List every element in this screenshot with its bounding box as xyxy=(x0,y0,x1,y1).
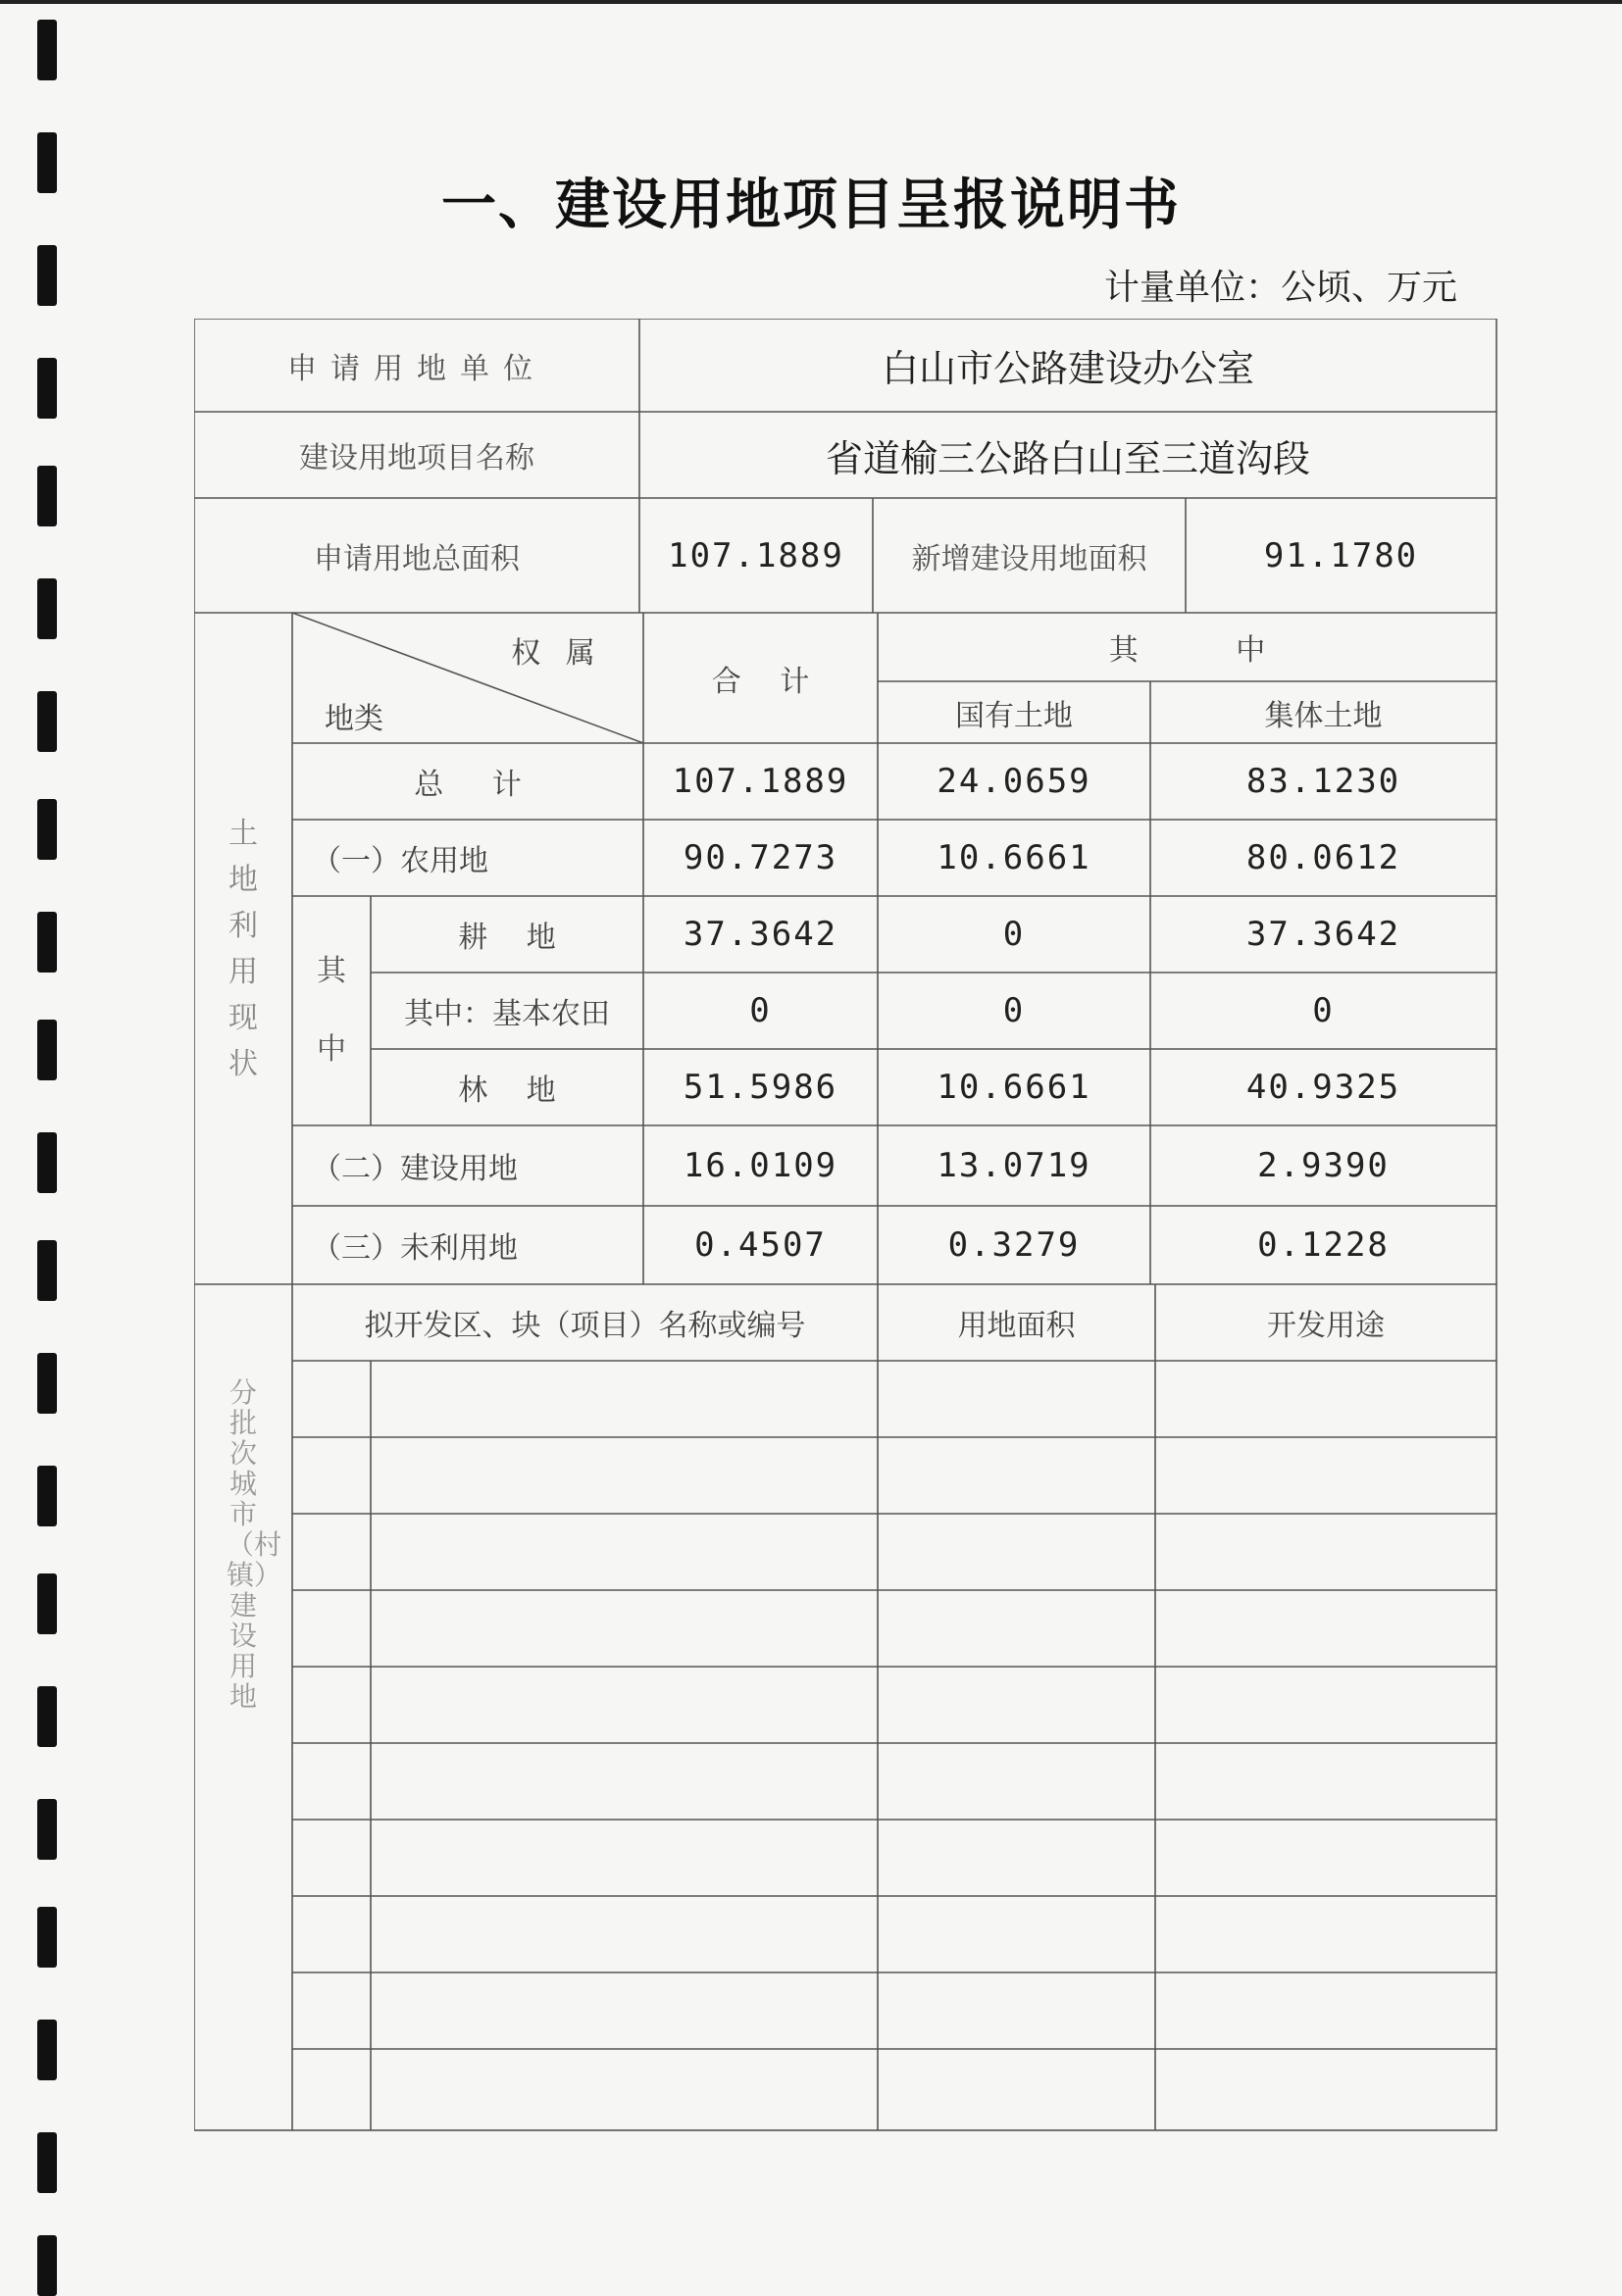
col-total-header: 合 计 xyxy=(711,664,810,699)
applicant-value: 白山市公路建设办公室 xyxy=(881,347,1254,390)
binding-hole xyxy=(37,1907,57,1968)
row-unused-label: （三）未利用地 xyxy=(312,1231,518,1266)
batch-col-use-header: 开发用途 xyxy=(1267,1309,1385,1343)
row-basic-farmland-collective: 0 xyxy=(1312,991,1335,1030)
binding-hole xyxy=(37,799,57,860)
row-total-state: 24.0659 xyxy=(937,762,1091,801)
binding-hole xyxy=(37,1799,57,1860)
binding-hole xyxy=(37,20,57,80)
sub-group-label: 其中 xyxy=(317,954,346,1067)
binding-hole xyxy=(37,2235,57,2296)
new-area-label: 新增建设用地面积 xyxy=(911,541,1147,576)
new-area-value: 91.1780 xyxy=(1263,535,1419,575)
row-basic-farmland-total: 0 xyxy=(749,991,772,1030)
binding-hole xyxy=(37,691,57,752)
batch-section-label: 分批次城市（村镇）建设用地 xyxy=(227,1376,282,1713)
measurement-unit: 计量单位：公顷、万元 xyxy=(1103,268,1457,308)
row-construction-label: （二）建设用地 xyxy=(312,1152,518,1186)
binding-hole xyxy=(37,2132,57,2193)
row-forest-total: 51.5986 xyxy=(683,1068,838,1107)
row-agri-label: （一）农用地 xyxy=(312,844,488,878)
row-total-collective: 83.1230 xyxy=(1245,762,1401,801)
sub-group xyxy=(292,896,371,1125)
binding-hole xyxy=(37,1020,57,1080)
project-name-value: 省道榆三公路白山至三道沟段 xyxy=(825,436,1310,480)
row-total-label: 总 计 xyxy=(414,768,522,802)
row-cultivated-total: 37.3642 xyxy=(683,915,838,954)
row-unused-collective: 0.1228 xyxy=(1257,1225,1390,1265)
row-cultivated-collective: 37.3642 xyxy=(1245,915,1401,954)
row-unused-state: 0.3279 xyxy=(947,1225,1081,1265)
binding-hole xyxy=(37,1132,57,1193)
row-total-total: 107.1889 xyxy=(672,762,849,801)
binding-hole xyxy=(37,578,57,639)
row-basic-farmland-state: 0 xyxy=(1002,991,1026,1030)
binding-holes xyxy=(37,0,61,2292)
project-name-label: 建设用地项目名称 xyxy=(299,441,534,475)
applicant-label: 申请用地单位 xyxy=(287,351,546,386)
row-unused-total: 0.4507 xyxy=(694,1225,827,1265)
total-area-value: 107.1889 xyxy=(668,535,844,575)
land-use-section-label: 土地利用现状 xyxy=(228,816,258,1081)
batch-col-area-header: 用地面积 xyxy=(957,1309,1076,1343)
batch-col-name-header: 拟开发区、块（项目）名称或编号 xyxy=(364,1309,806,1343)
binding-hole xyxy=(37,2020,57,2080)
land-use-section xyxy=(194,613,292,1284)
binding-hole xyxy=(37,1240,57,1301)
binding-hole xyxy=(37,1353,57,1414)
batch-section xyxy=(194,1284,292,2130)
col-collective-header: 集体土地 xyxy=(1264,698,1383,733)
land-application-form xyxy=(194,319,1498,2132)
row-basic-farmland-label: 其中：基本农田 xyxy=(404,997,610,1031)
binding-hole xyxy=(37,466,57,526)
diag-header-land-type: 地类 xyxy=(325,702,383,736)
row-construction-collective: 2.9390 xyxy=(1257,1146,1390,1185)
diag-header-ownership: 权 属 xyxy=(511,636,603,671)
row-cultivated-label: 耕 地 xyxy=(458,921,556,955)
binding-hole xyxy=(37,912,57,973)
total-area-label: 申请用地总面积 xyxy=(314,541,520,576)
row-forest-state: 10.6661 xyxy=(937,1068,1091,1107)
col-state-header: 国有土地 xyxy=(955,698,1073,733)
binding-hole xyxy=(37,245,57,306)
scan-top-edge xyxy=(0,0,1622,4)
row-construction-total: 16.0109 xyxy=(683,1146,838,1185)
row-agri-state: 10.6661 xyxy=(937,838,1091,877)
binding-hole xyxy=(37,1573,57,1634)
binding-hole xyxy=(37,1466,57,1526)
row-forest-label: 林 地 xyxy=(458,1073,556,1108)
row-agri-collective: 80.0612 xyxy=(1245,838,1401,877)
binding-hole xyxy=(37,1686,57,1747)
binding-hole xyxy=(37,358,57,419)
document-title: 一、建设用地项目呈报说明书 xyxy=(441,174,1181,237)
row-agri-total: 90.7273 xyxy=(683,838,838,877)
row-cultivated-state: 0 xyxy=(1002,915,1026,954)
row-construction-state: 13.0719 xyxy=(937,1146,1091,1185)
col-of-which-header: 其 中 xyxy=(1108,633,1266,668)
row-forest-collective: 40.9325 xyxy=(1245,1068,1401,1107)
